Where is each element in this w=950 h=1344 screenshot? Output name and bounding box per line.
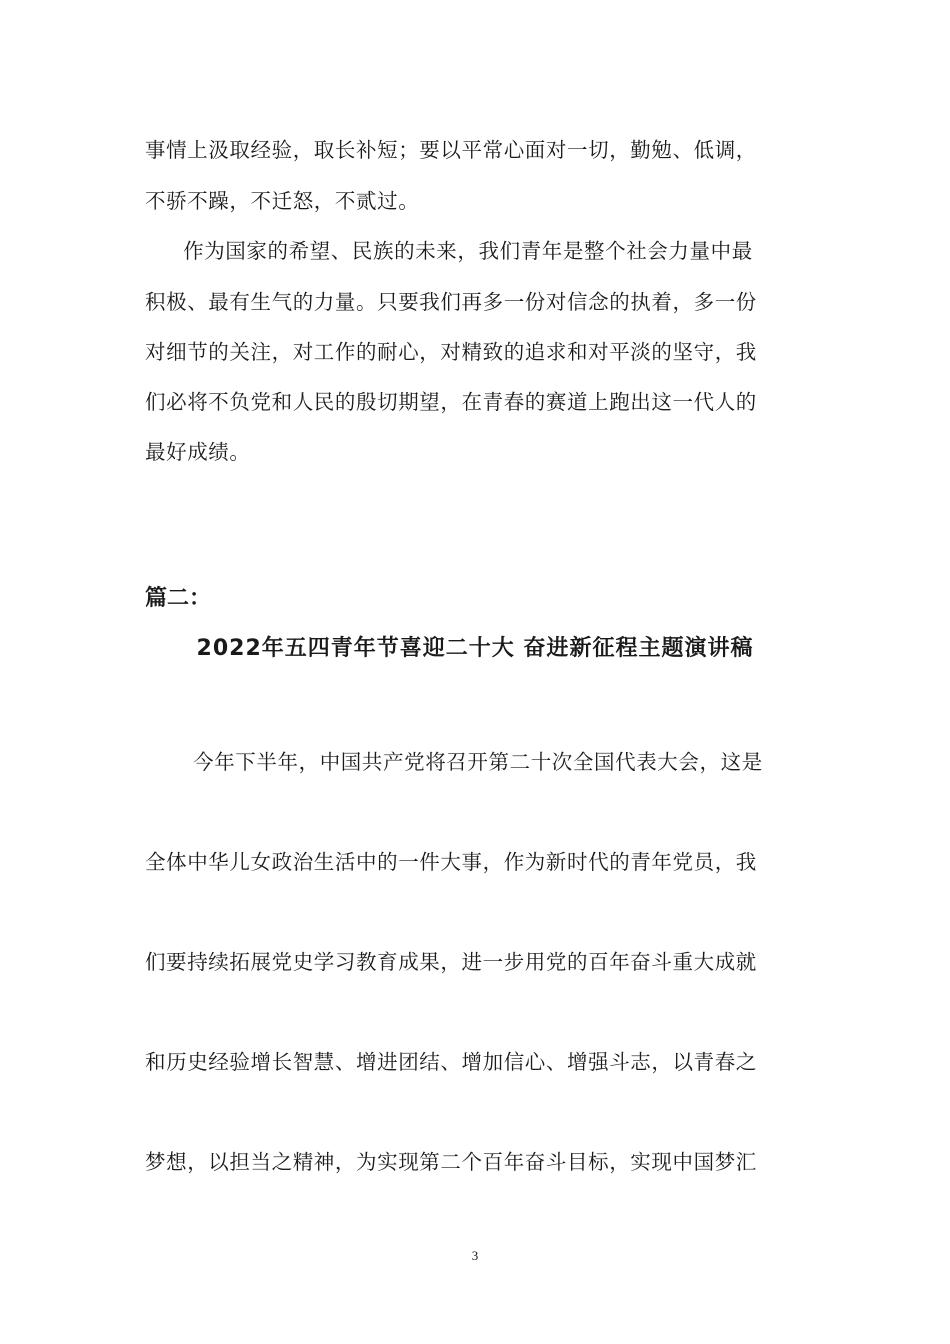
paragraph-line: 作为国家的希望、民族的未来，我们青年是整个社会力量中最: [162, 239, 753, 263]
paragraph-line: 积极、最有生气的力量。只要我们再多一份对信念的执着，多一份: [145, 290, 757, 314]
paragraph-line: 今年下半年，中国共产党将召开第二十次全国代表大会，这是: [172, 750, 763, 774]
paragraph-line: 最好成绩。: [145, 440, 251, 464]
paragraph-line: 事情上汲取经验，取长补短；要以平常心面对一切，勤勉、低调，: [145, 138, 757, 162]
paragraph-line: 梦想，以担当之精神，为实现第二个百年奋斗目标，实现中国梦汇: [145, 1150, 757, 1174]
paragraph-line: 和历史经验增长智慧、增进团结、增加信心、增强斗志，以青春之: [145, 1050, 757, 1074]
page-number: 3: [471, 1248, 479, 1263]
paragraph-line: 们必将不负党和人民的殷切期望，在青春的赛道上跑出这一代人的: [145, 390, 757, 414]
paragraph-line: 对细节的关注，对工作的耐心，对精致的追求和对平淡的坚守，我: [145, 340, 757, 364]
section-label: 篇二：: [145, 586, 212, 611]
paragraph-line: 们要持续拓展党史学习教育成果，进一步用党的百年奋斗重大成就: [145, 950, 757, 974]
paragraph-line: 不骄不躁，不迁怒，不贰过。: [145, 189, 420, 213]
paragraph-line: 全体中华儿女政治生活中的一件大事，作为新时代的青年党员，我: [145, 850, 757, 874]
speech-title: 2022年五四青年节喜迎二十大 奋进新征程主题演讲稿: [196, 636, 754, 661]
